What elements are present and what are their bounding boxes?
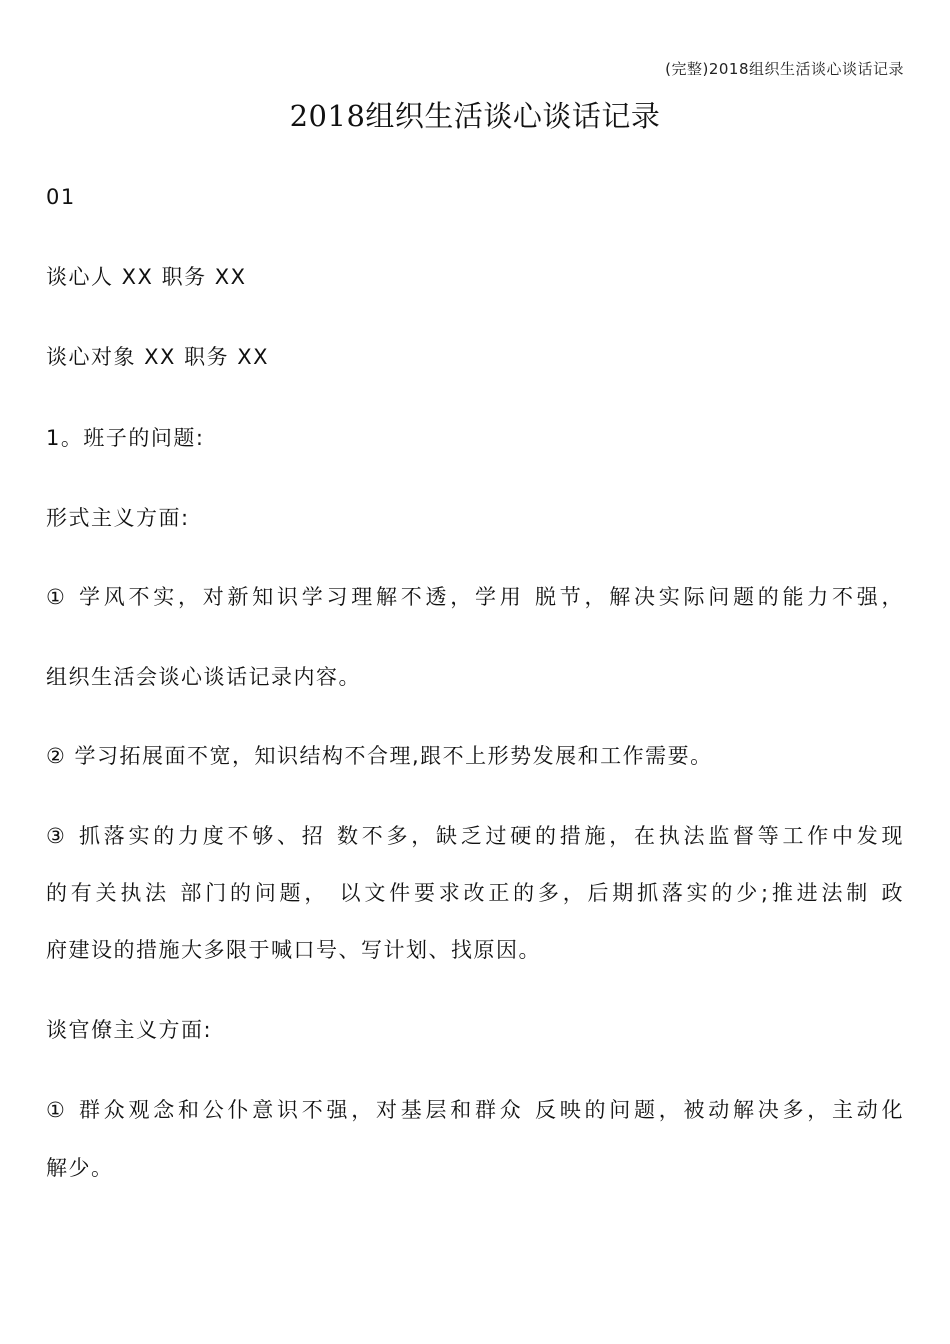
- running-header: (完整)2018组织生活谈心谈话记录: [665, 60, 904, 78]
- subsection-heading: 谈官僚主义方面:: [46, 1018, 213, 1042]
- interviewer-line: 谈心人 XX 职务 XX: [46, 265, 247, 289]
- paragraph-line: 解少。: [46, 1156, 114, 1180]
- document-title: 2018组织生活谈心谈话记录: [289, 99, 661, 133]
- paragraph-line: ③ 抓落实的力度不够、招 数不多，缺乏过硬的措施，在执法监督等工作中发现: [46, 824, 904, 848]
- paragraph-line: 府建设的措施大多限于喊口号、写计划、找原因。: [46, 938, 541, 962]
- subsection-heading: 形式主义方面:: [46, 506, 190, 530]
- paragraph-line: 的有关执法 部门的问题， 以文件要求改正的多，后期抓落实的少;推进法制 政: [46, 881, 904, 905]
- record-number: 01: [46, 185, 76, 209]
- interviewee-line: 谈心对象 XX 职务 XX: [46, 345, 270, 369]
- paragraph-line: 组织生活会谈心谈话记录内容。: [46, 665, 361, 689]
- paragraph-line: ② 学习拓展面不宽，知识结构不合理,跟不上形势发展和工作需要。: [46, 744, 713, 768]
- paragraph-line: ① 群众观念和公仆意识不强，对基层和群众 反映的问题，被动解决多，主动化: [46, 1098, 904, 1122]
- section-heading: 1。班子的问题:: [46, 426, 205, 450]
- paragraph-line: ① 学风不实，对新知识学习理解不透，学用 脱节，解决实际问题的能力不强，: [46, 585, 904, 609]
